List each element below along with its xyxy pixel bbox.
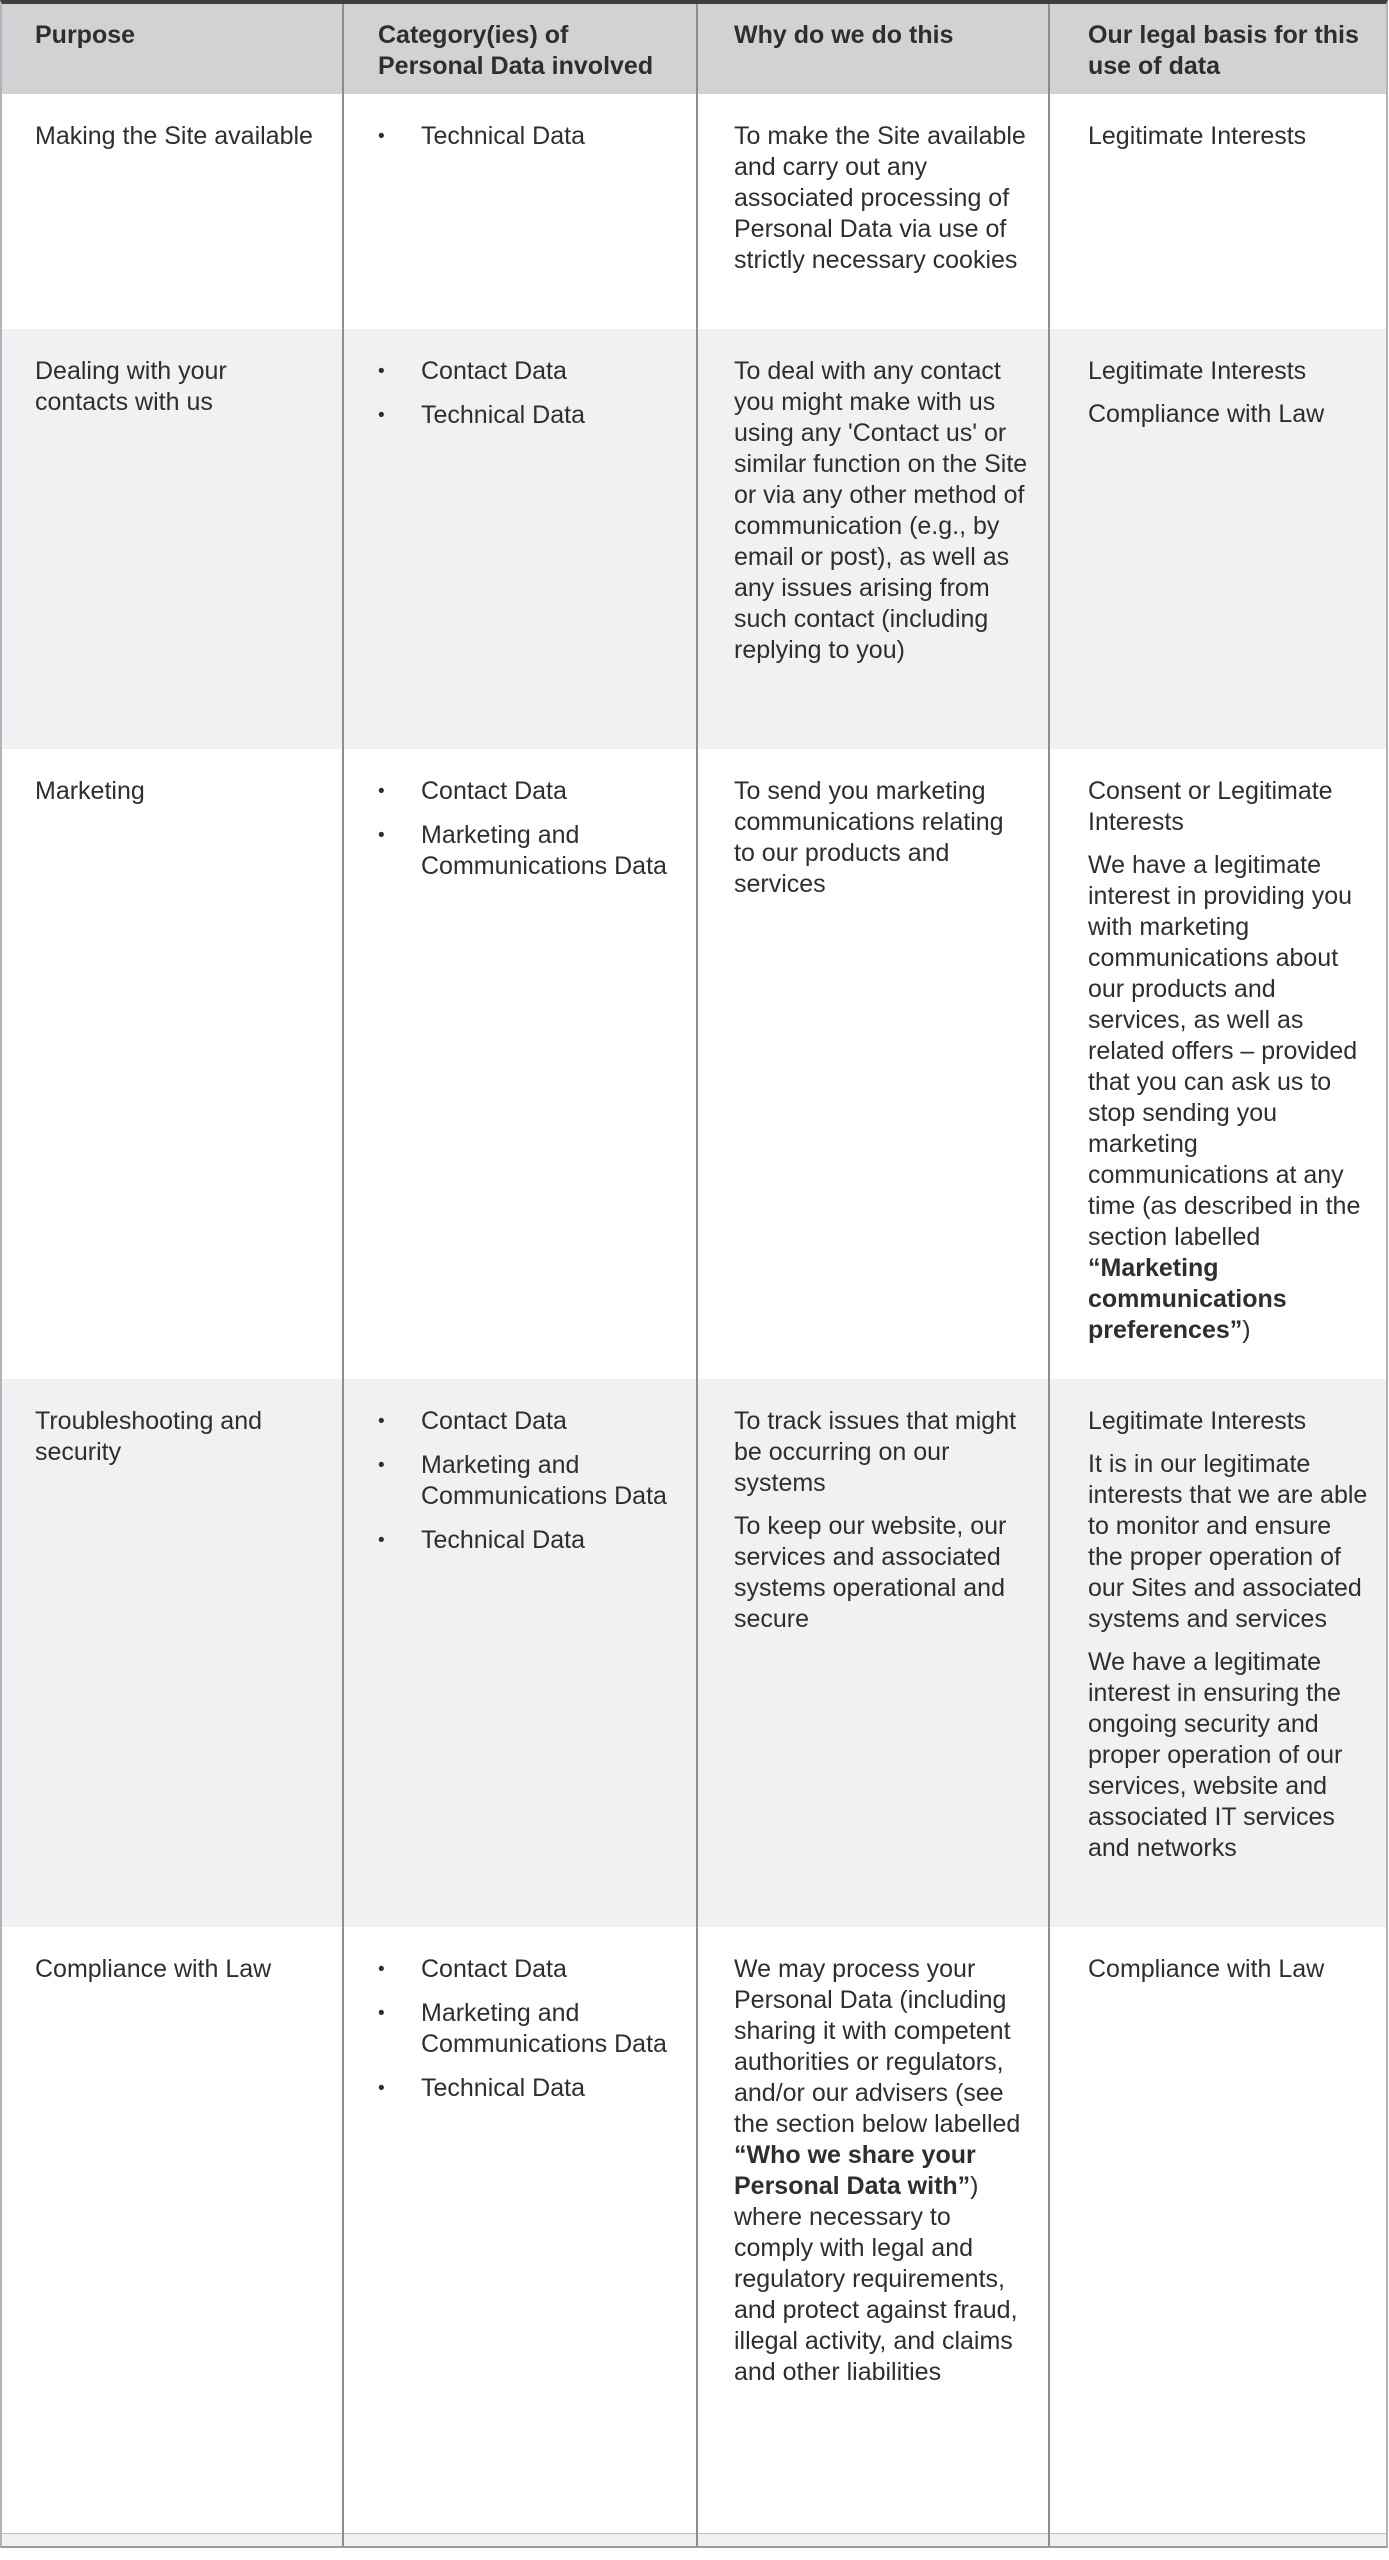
category-item — [378, 1998, 682, 2060]
category-label: Technical Data — [421, 1526, 585, 1554]
legal-paragraph: We have a legitimate interest in ensuring the ongoing security and proper operation of our services, website and associated IT services and networks — [1088, 1648, 1343, 1862]
table-bottom-sliver — [2, 2533, 1386, 2546]
bullet-icon: • — [378, 825, 385, 846]
legal-paragraph: It is in our legitimate interests that we are able to monitor and ensure the proper operation of our Sites and associated systems and services — [1088, 1450, 1368, 1633]
category-item — [378, 356, 682, 387]
header-why: Why do we do this — [697, 4, 1049, 94]
category-item — [378, 121, 682, 152]
purpose-text: Compliance with Law — [35, 1955, 272, 1983]
why-cell — [697, 329, 1049, 749]
category-list — [378, 776, 682, 882]
bullet-icon: • — [378, 781, 385, 802]
category-item — [378, 2073, 682, 2104]
why-cell — [697, 1379, 1049, 1927]
legal-paragraph: Legitimate Interests — [1088, 1407, 1307, 1435]
bullet-icon: • — [378, 1411, 385, 1432]
why-paragraph: To keep our website, our services and associated systems operational and secure — [734, 1512, 1007, 1633]
bullet-icon: • — [378, 126, 385, 147]
purpose-text: Marketing — [35, 777, 145, 805]
why-cell — [697, 1927, 1049, 2533]
legal-paragraph: Legitimate Interests — [1088, 122, 1307, 150]
bullet-icon: • — [378, 1959, 385, 1980]
categories-cell — [343, 1379, 697, 1927]
legal-cell — [1049, 329, 1386, 749]
purpose-table — [2, 4, 1386, 2546]
header-row — [2, 4, 1386, 94]
category-list — [378, 1954, 682, 2104]
legal-cell — [1049, 1927, 1386, 2533]
why-paragraph: To track issues that might be occurring on our systems — [734, 1407, 1017, 1497]
category-list — [378, 1406, 682, 1556]
legal-paragraph: Compliance with Law — [1088, 400, 1325, 428]
purpose-cell — [2, 329, 343, 749]
category-label: Contact Data — [421, 1955, 567, 1983]
why-paragraph: To make the Site available and carry out any associated processing of Personal Data via use of strictly necessary cookies — [734, 122, 1026, 274]
why-cell — [697, 749, 1049, 1379]
why-paragraph: To deal with any contact you might make with us using any 'Contact us' or similar function on the Site or via any other method of communication (e.g., by email or post), as well as any issues arising from such contact (including replying to you) — [734, 357, 1028, 664]
purpose-cell — [2, 1379, 343, 1927]
purpose-cell — [2, 1927, 343, 2533]
category-item — [378, 1525, 682, 1556]
category-label: Technical Data — [421, 401, 585, 429]
table-row — [2, 94, 1386, 329]
header-purpose: Purpose — [2, 4, 343, 94]
categories-cell — [343, 94, 697, 329]
purpose-cell — [2, 94, 343, 329]
bullet-icon: • — [378, 1455, 385, 1476]
purpose-text: Making the Site available — [35, 122, 313, 150]
purpose-text: Dealing with your contacts with us — [35, 357, 227, 416]
category-list — [378, 121, 682, 152]
bullet-icon: • — [378, 361, 385, 382]
legal-paragraph: Compliance with Law — [1088, 1955, 1325, 1983]
category-label: Technical Data — [421, 2074, 585, 2102]
category-label: Contact Data — [421, 777, 567, 805]
bullet-icon: • — [378, 405, 385, 426]
why-cell — [697, 94, 1049, 329]
categories-cell — [343, 329, 697, 749]
sliver-row — [2, 2533, 1386, 2546]
category-item — [378, 1954, 682, 1985]
category-label: Marketing and Communications Data — [421, 1451, 667, 1510]
table-row — [2, 1927, 1386, 2533]
why-paragraph: To send you marketing communications relating to our products and services — [734, 777, 1004, 898]
table-header — [2, 4, 1386, 94]
category-item — [378, 1406, 682, 1437]
category-label: Contact Data — [421, 1407, 567, 1435]
category-list — [378, 356, 682, 431]
table-row — [2, 1379, 1386, 1927]
table-body — [2, 94, 1386, 2533]
category-label: Contact Data — [421, 357, 567, 385]
purpose-text: Troubleshooting and security — [35, 1407, 263, 1466]
bullet-icon: • — [378, 2078, 385, 2099]
category-item — [378, 1450, 682, 1512]
bullet-icon: • — [378, 2003, 385, 2024]
legal-cell — [1049, 1379, 1386, 1927]
header-categories: Category(ies) of Personal Data involved — [343, 4, 697, 94]
legal-paragraph: Consent or Legitimate Interests — [1088, 777, 1333, 836]
legal-cell — [1049, 94, 1386, 329]
legal-cell — [1049, 749, 1386, 1379]
category-item — [378, 820, 682, 882]
category-item — [378, 400, 682, 431]
categories-cell — [343, 1927, 697, 2533]
category-label: Technical Data — [421, 122, 585, 150]
why-paragraph: We may process your Personal Data (including sharing it with competent authorities or regulators, and/or our advisers (see the section below labelled “Who we share your Personal Data with”) where necessary to comply with legal and regulatory requirements, and protect against fraud, illegal activity, and claims and other liabilities — [734, 1955, 1021, 2386]
purpose-cell — [2, 749, 343, 1379]
category-item — [378, 776, 682, 807]
category-label: Marketing and Communications Data — [421, 821, 667, 880]
category-label: Marketing and Communications Data — [421, 1999, 667, 2058]
header-legal-basis: Our legal basis for this use of data — [1049, 4, 1386, 94]
bullet-icon: • — [378, 1530, 385, 1551]
legal-paragraph: We have a legitimate interest in providing you with marketing communications about our products and services, as well as related offers – provided that you can ask us to stop sending you marketing communications at any time (as described in the section labelled “Marketing communications preferences”) — [1088, 851, 1361, 1344]
legal-paragraph: Legitimate Interests — [1088, 357, 1307, 385]
table-row — [2, 749, 1386, 1379]
table-row — [2, 329, 1386, 749]
categories-cell — [343, 749, 697, 1379]
